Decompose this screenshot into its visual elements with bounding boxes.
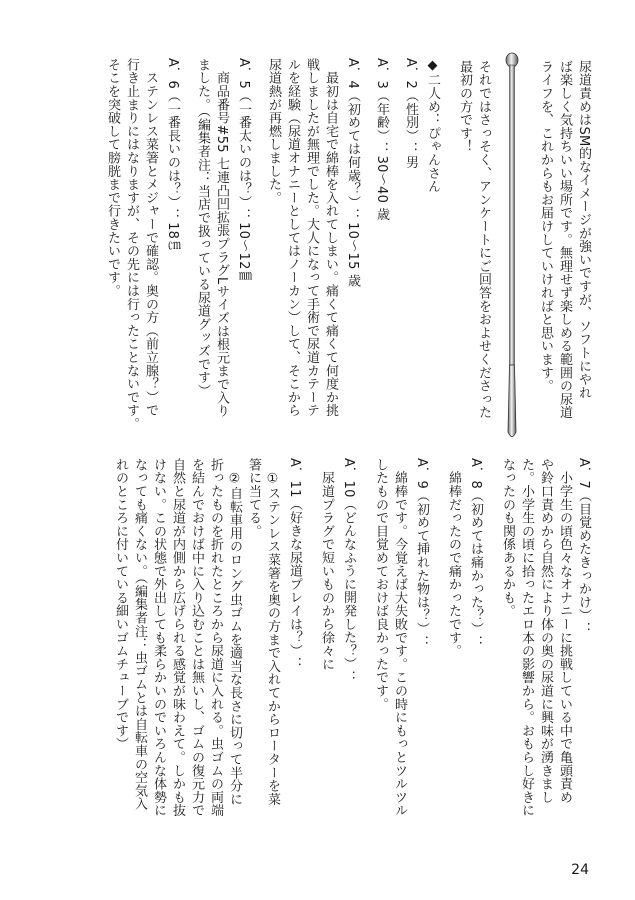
a4-body-1: 最初は自宅で綿棒を入れてしまい。痛くて痛くて何度か挑 bbox=[323, 58, 338, 418]
intro-line-3: ライフを、これからもお届けしていければと思います。 bbox=[538, 60, 553, 393]
urethral-sound-illustration bbox=[500, 52, 524, 442]
a11-body-2: 箸に当てる。 bbox=[246, 458, 261, 538]
a7-body-2: や鈴口責めから自然により体の奥の尿道に興味が湧きまし bbox=[538, 458, 553, 804]
answer-a6: A．6（一番長いのは？）：18㎝ bbox=[165, 58, 180, 253]
a11-body-1: ①ステンレス菜箸を奥の方まで入れてからローターを菜 bbox=[265, 458, 280, 806]
a11-body-7: けない。この状態で外出しても柔らかいのでいろんな体勢に bbox=[151, 458, 166, 818]
a11-body-8: なっても痛くない。（編集者注：虫ゴムとは自転車の空気入 bbox=[132, 458, 147, 811]
a5-body-2: ました。（編集者注：当店で扱っている尿道グッズです） bbox=[195, 58, 210, 398]
answer-a2: A．2（性別）：男 bbox=[403, 58, 418, 169]
a7-body-4: なったのも関係あるかも。 bbox=[500, 458, 515, 618]
intro2-line-1: それではさっそく、アンケートにご回答をおよせくださった bbox=[476, 60, 491, 420]
answer-a5: A．5（一番太いのは？）：10～12㎜ bbox=[236, 58, 251, 283]
a4-body-2: 戦しましたが無理でした。大人になって手術で尿道カテーテ bbox=[304, 58, 319, 418]
answer-a4: A．4（初めては何歳？）：10～15 歳 bbox=[345, 58, 360, 288]
intro-line-2: ば楽しく気持ちいい場所です。無理せず楽しめる範囲の尿道 bbox=[557, 60, 572, 420]
answer-a11: A．11（好きな尿道プレイは？）： bbox=[287, 458, 302, 671]
a6-body-3: そこを突破して膀胱まで行きたいです。 bbox=[105, 58, 120, 298]
a11-body-4: 折ったものを折れたところから尿道に入れる。虫ゴムの両端 bbox=[208, 458, 223, 818]
answer-a10: A．10（どんなふうに開発した？）： bbox=[341, 458, 356, 684]
a4-body-4: 尿道熱が再燃しました。 bbox=[266, 58, 281, 205]
a10-body-1: 尿道プラグで短いものから徐々に bbox=[319, 458, 334, 671]
a6-body-1: ステンレス菜箸とメジャーで確認。奥の方（前立腺？）で bbox=[143, 58, 158, 418]
a9-body-1: 綿棒です。今覚えば大失敗です。この時にもっとツルツル bbox=[392, 458, 407, 818]
page-number: 24 bbox=[571, 862, 589, 878]
a11-body-9: れのところに付いている細いゴムチューブです） bbox=[113, 458, 128, 751]
a7-body-3: た。小学生の頃に拾ったエロ本の影響から。おもらし好きに bbox=[519, 458, 534, 818]
a6-body-2: 行き止まりにはなりますが、その先には行ったことないです。 bbox=[124, 58, 139, 431]
respondent-heading: ◆二人め：ぴゃんさん bbox=[425, 58, 440, 193]
a11-body-3: ②自転車用のロング虫ゴムを適当な長さに切って半分に bbox=[227, 458, 242, 806]
answer-a9: A．9（初めて挿れた物は？）： bbox=[414, 458, 429, 649]
a4-body-3: ルを経験（尿道オナニーとしてはノーカン）して、そこから bbox=[285, 58, 300, 418]
a11-body-5: を結んでおけば中に入り込むことは無いし、ゴムの復元力で bbox=[189, 458, 204, 818]
answer-a3: A．3（年齢）：30～40 歳 bbox=[374, 58, 389, 221]
a5-body-1: 商品番号#55 七連凸凹拡張プラグLサイズは根元まで入り bbox=[214, 58, 229, 418]
answer-a7: A．7（目覚めたきっかけ）： bbox=[576, 458, 591, 636]
intro-line-1: 尿道責めはSM的なイメージが強いですが、ソフトにやれ bbox=[576, 60, 591, 400]
a7-body-1: 小学生の頃色々なオナニーに挑戦している中で亀頭責め bbox=[557, 458, 572, 804]
a11-body-6: 自然と尿道が内側から広げられる感覚が味わえて。しかも抜 bbox=[170, 458, 185, 818]
a9-body-2: したもので目覚めておけば良かったです。 bbox=[373, 458, 388, 711]
answer-a8: A．8（初めては痛かった？）： bbox=[468, 458, 483, 649]
intro2-line-2: 最初の方です！ bbox=[457, 60, 472, 154]
a8-body-1: 綿棒だったので痛かったです。 bbox=[446, 458, 461, 658]
